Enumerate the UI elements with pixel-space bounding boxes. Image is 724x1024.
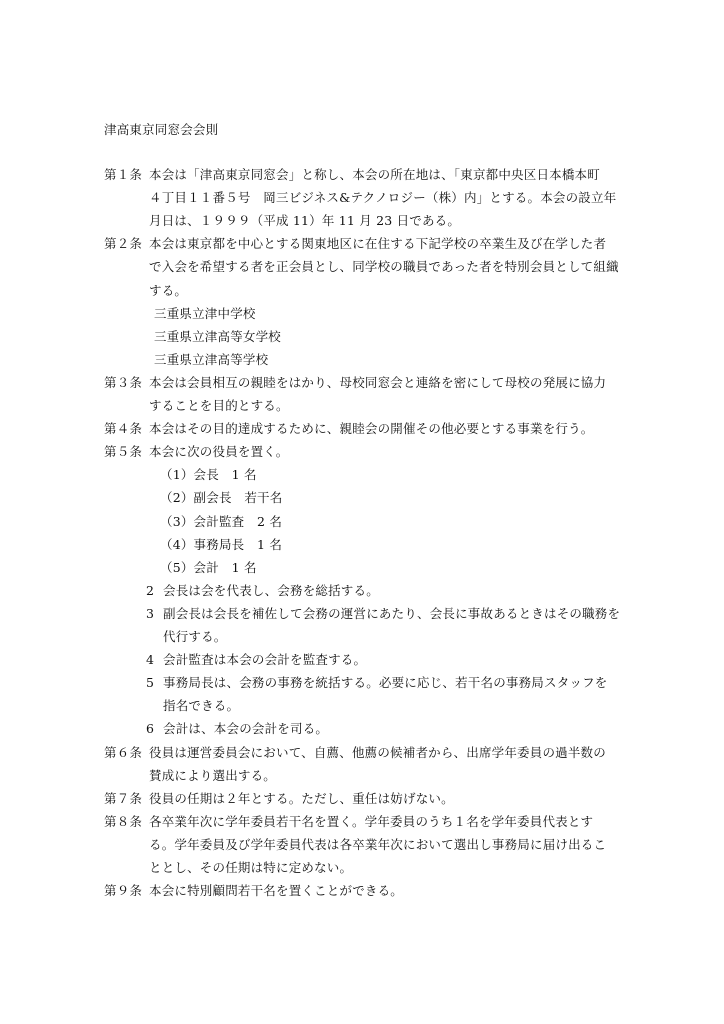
- document-title: 津高東京同窓会会則: [104, 122, 219, 137]
- article-text-line: 本会は会員相互の親睦をはかり、母校同窓会と連絡を密にして母校の発展に協力: [149, 374, 607, 390]
- paragraph-text-line: 会計監査は本会の会計を監査する。: [163, 652, 367, 668]
- article-text-line: 本会に特別顧問若干名を置くことができる。: [149, 883, 404, 899]
- article-label: 第６条: [104, 744, 143, 760]
- paragraph-text-line: 事務局長は、会務の事務を統括する。必要に応じ、若干名の事務局スタッフを: [163, 675, 608, 691]
- paragraph-text-line: 副会長は会長を補佐して会務の運営にあたり、会長に事故あるときはその職務を: [163, 605, 621, 621]
- paragraph-text-line: 代行する。: [163, 629, 227, 644]
- article-text-line: 賛成により選出する。: [149, 767, 277, 783]
- paragraph-text-line: 会長は会を代表し、会務を総括する。: [163, 582, 379, 598]
- article-text-line: る。学年委員及び学年委員代表は各卒業年次において選出し事務局に届け出るこ: [149, 836, 607, 852]
- school-list-item: 三重県立津高等学校: [154, 351, 269, 367]
- officer-list-item: （3）会計監査 2 名: [160, 513, 283, 529]
- paragraph-number: 4: [146, 652, 155, 668]
- article-label: 第７条: [104, 790, 143, 806]
- article-text-line: 本会に次の役員を置く。: [149, 444, 289, 460]
- article-text-line: 各卒業年次に学年委員若干名を置く。学年委員のうち１名を学年委員代表とす: [149, 813, 594, 829]
- officer-list-item: （4）事務局長 1 名: [160, 536, 283, 552]
- article-text-line: で入会を希望する者を正会員とし、同学校の職員であった者を特別会員として組織: [149, 259, 619, 275]
- school-list-item: 三重県立津中学校: [154, 305, 256, 321]
- paragraph-text-line: 会計は、本会の会計を司る。: [163, 721, 329, 737]
- article-label: 第３条: [104, 374, 143, 390]
- officer-list-item: （5）会計 1 名: [160, 559, 257, 575]
- article-label: 第２条: [104, 236, 143, 252]
- article-text-line: ４丁目１１番５号 岡三ビジネス&テクノロジー（株）内」とする。本会の設立年: [149, 190, 617, 206]
- paragraph-number: 5: [146, 675, 155, 691]
- paragraph-number: 2: [146, 582, 155, 598]
- officer-list-item: （1）会長 1 名: [160, 467, 257, 483]
- paragraph-text-line: 指名できる。: [163, 698, 240, 714]
- article-text-line: することを目的とする。: [149, 398, 289, 413]
- paragraph-number: 3: [146, 605, 155, 621]
- article-label: 第４条: [104, 421, 143, 437]
- article-text-line: 本会はその目的達成するために、親睦会の開催その他必要とする事業を行う。: [149, 421, 594, 437]
- article-text-line: 本会は「津高東京同窓会」と称し、本会の所在地は、「東京都中央区日本橋本町: [149, 167, 600, 182]
- school-list-item: 三重県立津高等女学校: [154, 328, 282, 344]
- paragraph-number: 6: [146, 721, 155, 737]
- article-label: 第９条: [104, 883, 143, 899]
- officer-list-item: （2）副会長 若干名: [160, 490, 283, 506]
- article-text-line: 月日は、１９９９（平成 11）年 11 月 23 日である。: [149, 213, 461, 229]
- article-text-line: する。: [149, 282, 188, 298]
- article-label: 第１条: [104, 167, 143, 182]
- article-label: 第５条: [104, 444, 143, 460]
- article-text-line: 役員の任期は２年とする。ただし、重任は妨げない。: [149, 790, 454, 806]
- article-text-line: 本会は東京都を中心とする関東地区に在住する下記学校の卒業生及び在学した者: [149, 236, 607, 252]
- article-text-line: 役員は運営委員会において、自薦、他薦の候補者から、出席学年委員の過半数の: [149, 744, 606, 760]
- article-label: 第８条: [104, 813, 143, 829]
- article-text-line: ととし、その任期は特に定めない。: [149, 860, 353, 875]
